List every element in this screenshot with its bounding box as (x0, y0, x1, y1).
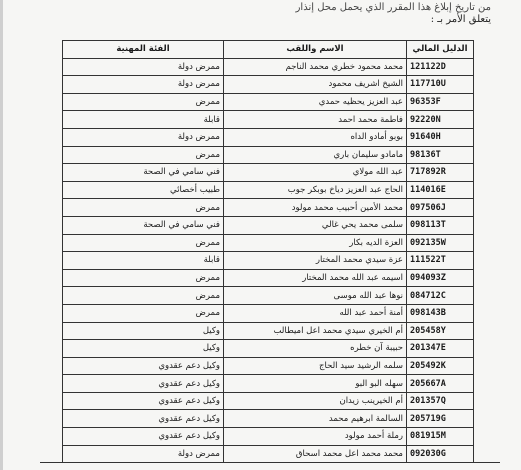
table-row (63, 304, 474, 322)
cell-category: ممرض دولة (63, 128, 224, 146)
cell-name: اسيمه عبد الله محمد المختار (224, 269, 407, 287)
cell-name: نوها عبد الله موسى (224, 287, 407, 305)
cell-financial-id: 117710U (407, 76, 474, 94)
cell-category: ممرض (63, 93, 224, 111)
cell-financial-id: 098113T (407, 216, 474, 234)
table-row (63, 428, 474, 446)
cell-financial-id: 205719G (407, 410, 474, 428)
cell-category: قابلة (63, 111, 224, 129)
cell-name: محمد محمد اعل محمد اسحاق (224, 445, 407, 463)
cell-name: عبد الله مولاي (224, 164, 407, 182)
cell-category: ممرض (63, 234, 224, 252)
table-row (63, 392, 474, 410)
cell-financial-id: 081915M (407, 428, 474, 446)
cell-category: ممرض دولة (63, 58, 224, 76)
cell-financial-id: 92220N (407, 111, 474, 129)
cell-category: ممرض (63, 199, 224, 217)
footer-rule (40, 462, 500, 463)
cell-financial-id: 201347E (407, 340, 474, 358)
cell-category: ممرض (63, 269, 224, 287)
table-row (63, 181, 474, 199)
cell-financial-id: 91640H (407, 128, 474, 146)
cell-category: وكيل (63, 322, 224, 340)
cell-name: مامادو سليمان باري (224, 146, 407, 164)
cell-financial-id: 205492K (407, 357, 474, 375)
cell-category: طبيب أخصائي (63, 181, 224, 199)
table-row (63, 93, 474, 111)
table-row (63, 445, 474, 463)
scan-edge (0, 0, 3, 470)
cell-category: فني سامي في الصحة (63, 216, 224, 234)
cell-name: رملة أحمد مولود (224, 428, 407, 446)
cell-name: أم الخيري سيدي محمد اعل اميطالب (224, 322, 407, 340)
header-name: الاسم واللقب (224, 41, 407, 59)
header-line-2: يتعلق الأمر بـ : (430, 14, 491, 25)
table-row (63, 287, 474, 305)
cell-financial-id: 205458Y (407, 322, 474, 340)
cell-name: أم الخيرينب زيدان (224, 392, 407, 410)
table-row (63, 164, 474, 182)
cell-financial-id: 098143B (407, 304, 474, 322)
cell-name: الحاج عبد العزيز دياخ بوبكر جوب (224, 181, 407, 199)
table-body (63, 58, 474, 463)
header-line-1: من تاريخ إبلاغ هذا المقرر الذي يحمل محل إنذار (295, 2, 491, 13)
cell-category: وكيل دعم عقدوي (63, 410, 224, 428)
table-row (63, 216, 474, 234)
cell-category: وكيل دعم عقدوي (63, 375, 224, 393)
cell-financial-id: 111522T (407, 252, 474, 270)
cell-name: العزة الديه بكار (224, 234, 407, 252)
cell-financial-id: 96353F (407, 93, 474, 111)
cell-category: قابلة (63, 252, 224, 270)
cell-category: ممرض (63, 287, 224, 305)
cell-category: وكيل (63, 340, 224, 358)
cell-financial-id: 094093Z (407, 269, 474, 287)
cell-category: ممرض (63, 304, 224, 322)
table-row (63, 410, 474, 428)
table-row (63, 375, 474, 393)
cell-name: محمد محمود خطري محمد الناجم (224, 58, 407, 76)
table-row (63, 58, 474, 76)
cell-category: ممرض دولة (63, 445, 224, 463)
document-header (21, 2, 491, 26)
cell-financial-id: 121122D (407, 58, 474, 76)
table-row (63, 340, 474, 358)
header-financial-id: الدليل المالي (407, 41, 474, 59)
cell-name: حبيبة آن خطره (224, 340, 407, 358)
cell-category: ممرض (63, 146, 224, 164)
personnel-table (62, 40, 474, 463)
cell-name: بوبو أمادو الداه (224, 128, 407, 146)
table-row (63, 269, 474, 287)
table-row (63, 322, 474, 340)
table-header-row (63, 41, 474, 59)
cell-category: ممرض دولة (63, 76, 224, 94)
cell-name: أمنة أحمد عبد الله (224, 304, 407, 322)
header-category: الفئة المهنية (63, 41, 224, 59)
cell-financial-id: 98136T (407, 146, 474, 164)
table-row (63, 357, 474, 375)
cell-name: الشيخ اشريف محمود (224, 76, 407, 94)
cell-financial-id: 114016E (407, 181, 474, 199)
table-row (63, 199, 474, 217)
table-row (63, 252, 474, 270)
cell-name: السالمة ابرهيم محمد (224, 410, 407, 428)
cell-financial-id: 717892R (407, 164, 474, 182)
cell-name: سلمى محمد يحي غالي (224, 216, 407, 234)
cell-financial-id: 201357Q (407, 392, 474, 410)
cell-name: سهله البو البو (224, 375, 407, 393)
cell-financial-id: 084712C (407, 287, 474, 305)
cell-category: وكيل دعم عقدوي (63, 428, 224, 446)
cell-category: وكيل دعم عقدوي (63, 357, 224, 375)
cell-financial-id: 092135W (407, 234, 474, 252)
cell-financial-id: 092030G (407, 445, 474, 463)
cell-name: فاطمة محمد احمد (224, 111, 407, 129)
cell-name: محمد الأمين أحبيب محمد مولود (224, 199, 407, 217)
table-row (63, 128, 474, 146)
table-row (63, 111, 474, 129)
table-row (63, 146, 474, 164)
cell-name: عبد العزيز يحظيه حمدي (224, 93, 407, 111)
cell-category: وكيل دعم عقدوي (63, 392, 224, 410)
cell-name: عزة سيدي محمد المختار (224, 252, 407, 270)
cell-category: فني سامي في الصحة (63, 164, 224, 182)
cell-name: سلمه الرشيد سيد الحاج (224, 357, 407, 375)
cell-financial-id: 097506J (407, 199, 474, 217)
cell-financial-id: 205667A (407, 375, 474, 393)
table-row (63, 234, 474, 252)
table-row (63, 76, 474, 94)
